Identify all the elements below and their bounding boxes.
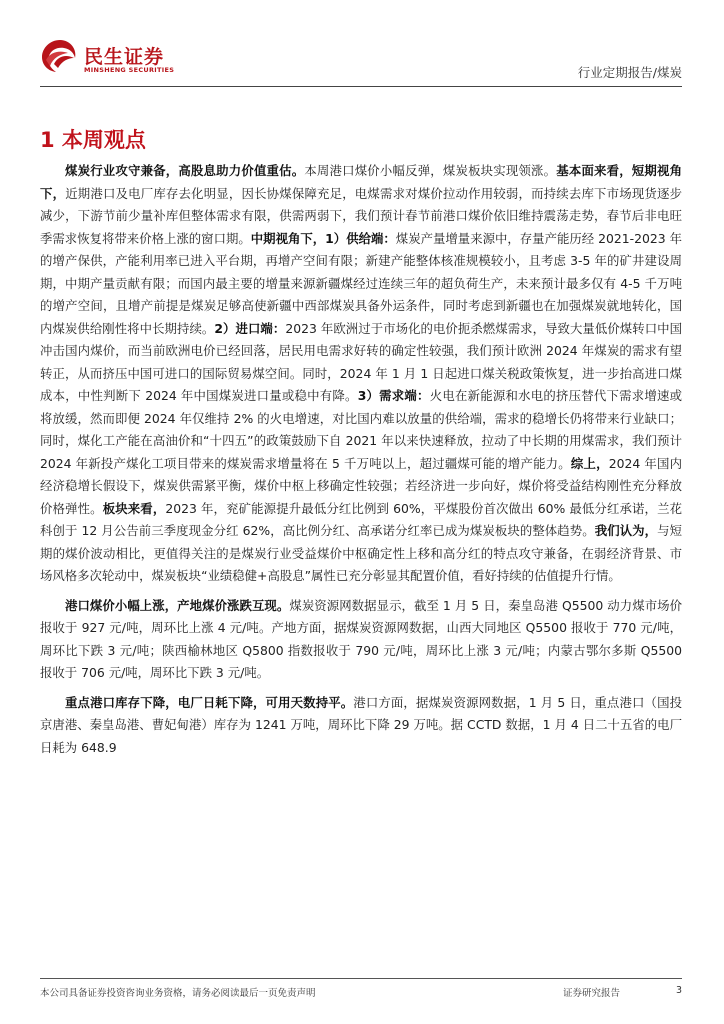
text-run: 2023 年欧洲过于市场化的电价扼杀燃煤需求，导致大量低价煤转口中国冲击国内煤价，而当前欧洲电价已经回落，居民用电需求好转的确定性较强，我们预计欧洲 2024 年煤炭的需求有望转正，从而挤压中国可进口的国际贸易煤空间。同时，2024 年 1 月 1 日起进口煤关税政策恢复，进一步抬高进口煤成本，中性判断下 2024 年中国煤炭进口量或稳中有降。 (40, 320, 683, 403)
text-run: 火电在新能源和水电的挤压替代下需求增速或将放缓，然而即便 2024 年仅维持 2% 的火电增速，对比国内难以放量的供给端，需求的稳增长仍将带来行业缺口；同时，煤化工产能在高油价和“十四五”的政策鼓励下自 2021 年以来快速释放，拉动了中长期的用煤需求，我们预计 2024 年新投产煤化工项目带来的煤炭需求增量将在 5 千万吨以上，超过疆煤可能的增产能力。 (40, 388, 682, 471)
bold-run: 中期视角下，1）供给端： (250, 230, 396, 246)
minsheng-logo-icon (40, 38, 80, 74)
text-run: 与短期的煤价波动相比，更值得关注的是煤炭行业受益煤价中枢确定性上移和高分红的特点攻守兼备，在弱经济背景、市场风格多次轮动中，煤炭板块“业绩稳健+高股息”属性已充分彰显其配置价值，看好持续的估值提升行情。 (40, 523, 683, 583)
text-run: 2023 年，兖矿能源提升最低分红比例到 60%，平煤股份首次做出 60% 最低分红承诺，兰花科创于 12 月公告前三季度现金分红 62%，高比例分红、高承诺分红率已成为煤炭板块的整体趋势。 (40, 500, 683, 538)
footer-label: 证券研究报告 (563, 988, 621, 999)
text-run: 煤炭产量增量来源中，存量产能历经 2021-2023 年的增产保供，产能利用率已进入平台期，再增产空间有限；新建产能整体核准规模较小，且考虑 3-5 年的矿井建设周期，中期产量贡献有限；而国内最主要的增量来源新疆煤经过连续三年的超负荷生产，未来预计最多仅有 4-5 千万吨的增产空间，且增产前提是煤炭足够高使新疆中西部煤炭具备外运条件，同时考虑到新疆也在加强煤炭就地转化，国内煤炭供给刚性将中长期持续。 (40, 230, 682, 336)
page-number: 3 (675, 985, 682, 996)
paragraph-outlook (40, 160, 682, 588)
text-run: 近期港口及电厂库存去化明显，因长协煤保障充足，电煤需求对煤价拉动作用较弱，而持续去库下市场现货逐步减少，下游节前少量补库但整体需求有限，供需两弱下，我们预计春节前港口煤价依旧维持震荡走势，春节后非电旺季需求恢复将带来价格上涨的窗口期。 (40, 185, 683, 246)
bold-run: 综上， (570, 455, 609, 471)
paragraph-inventory (40, 692, 682, 760)
text-run: 本周港口煤价小幅反弹，煤炭板块实现领涨。 (304, 163, 557, 178)
paragraph-coal-prices (40, 595, 682, 685)
bold-run: 板块来看， (102, 500, 166, 516)
bold-run: 基本面来看，短期视角下， (40, 163, 683, 201)
brand-name-cn: 民生证券 (84, 46, 165, 68)
bold-run: 我们认为， (594, 523, 658, 538)
bold-run: 煤炭行业攻守兼备，高股息助力价值重估。 (65, 163, 305, 178)
minsheng-logo (40, 38, 220, 78)
bold-run: 3）需求端： (357, 388, 430, 403)
page-header (0, 0, 724, 90)
bold-run: 重点港口库存下降，电厂日耗下降，可用天数持平。 (65, 694, 354, 710)
report-body (40, 160, 682, 766)
footer-disclaimer: 本公司具备证券投资咨询业务资格，请务必阅读最后一页免责声明 (40, 988, 316, 999)
text-run: 港口方面，据煤炭资源网数据，1 月 5 日，重点港口（国投京唐港、秦皇岛港、曹妃甸港）库存为 1241 万吨，周环比下降 29 万吨。据 CCTD 数据，1 月 4 日二十五省的电厂日耗为 648.9 (40, 694, 682, 755)
brand-name-en: MINSHENG SECURITIES (84, 66, 175, 74)
text-run: 煤炭资源网数据显示，截至 1 月 5 日，秦皇岛港 Q5500 动力煤市场价报收于 927 元/吨，周环比上涨 4 元/吨。产地方面，据煤炭资源网数据，山西大同地区 Q5500 报收于 770 元/吨，周环比下跌 3 元/吨；陕西榆林地区 Q5800 指数报收于 790 元/吨，周环比上涨 3 元/吨；内蒙古鄂尔多斯 Q5500 报收于 706 元/吨，周环比下跌 3 元/吨。 (40, 597, 683, 680)
bold-run: 2）进口端： (214, 320, 286, 336)
footer-divider (40, 978, 682, 979)
bold-run: 港口煤价小幅上涨，产地煤价涨跌互现。 (65, 597, 290, 613)
text-run: 2024 年国内经济稳增长假设下，煤炭供需紧平衡，煤价中枢上移确定性较强；若经济进一步向好，煤价将受益结构刚性充分释放价格弹性。 (40, 455, 683, 516)
section-title: 1 本周观点 (40, 128, 146, 152)
header-divider (40, 86, 682, 87)
report-type: 行业定期报告/煤炭 (577, 65, 682, 80)
